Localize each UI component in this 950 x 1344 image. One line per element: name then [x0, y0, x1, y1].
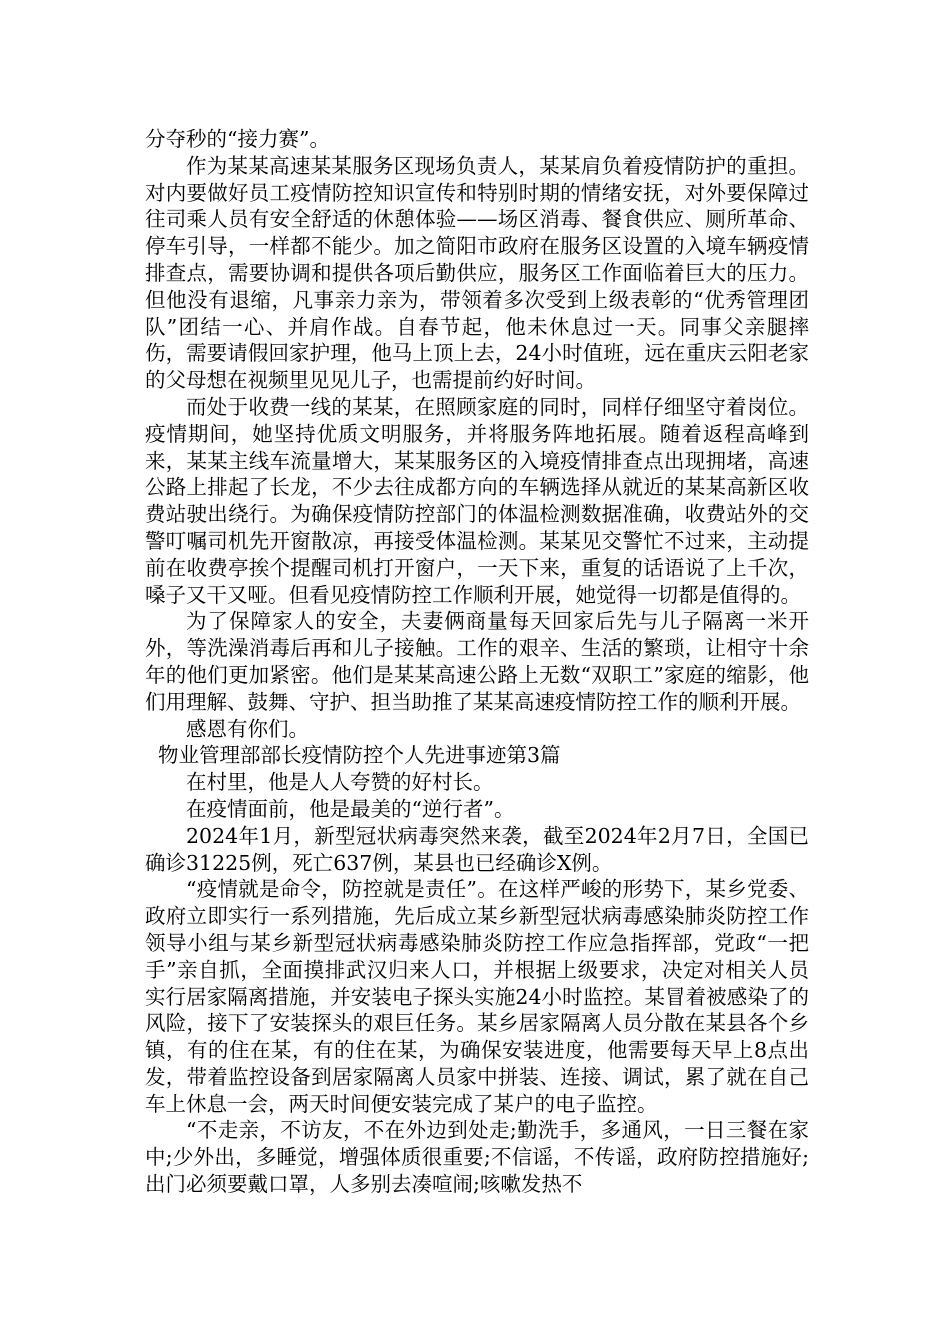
- paragraph-6: 在村里，他是人人夸赞的好村长。: [186, 770, 494, 795]
- paragraph-3: 而处于收费一线的某某，在照顾家庭的同时，同样仔细坚守着岗位。疫情期间，她坚持优质文明服务，并将服务阵地拓展。随着返程高峰到来，某某主线车流量增大，某某服务区的入境疫情排查点出现拥堵，高速公路上排起了长龙，不少去往成都方向的车辆选择从就近的某某高新区收费站驶出绕行。为确保疫情防控部门的体温检测数据准确，收费站外的交警叮嘱司机先开窗散凉，再接受体温检测。某某见交警忙不过来，主动提前在收费亭挨个提醒司机打开窗户，一天下来，重复的话语说了上千次，嗓子又干又哑。但看见疫情防控工作顺利开展，她觉得一切都是值得的。: [145, 394, 809, 607]
- section-heading: 物业管理部部长疫情防控个人先进事迹第3篇: [158, 743, 561, 768]
- paragraph-4: 为了保障家人的安全，夫妻俩商量每天回家后先与儿子隔离一米开外，等洗澡消毒后再和儿子接触。工作的艰辛、生活的繁琐，让相守十余年的他们更加紧密。他们是某某高速公路上无数“双职工”家庭的缩影，他们用理解、鼓舞、守护、担当助推了某某高速疫情防控工作的顺利开展。: [145, 609, 809, 714]
- document-page: [145, 126, 809, 1198]
- paragraph-8: 2024年1月，新型冠状病毒突然来袭，截至2024年2月7日，全国已确诊31225例，死亡637例，某县也已经确诊X例。: [145, 823, 809, 875]
- paragraph-10: “不走亲，不访友，不在外边到处走;勤洗手，多通风，一日三餐在家中;少外出，多睡觉，增强体质很重要;不信谣，不传谣，政府防控措施好;出门必须要戴口罩，人多别去凑喧闹;咳嗽发热不: [145, 1118, 809, 1197]
- paragraph-2: 作为某某高速某某服务区现场负责人，某某肩负着疫情防护的重担。对内要做好员工疫情防控知识宣传和特别时期的情绪安抚，对外要保障过往司乘人员有安全舒适的休憩体验——场区消毒、餐食供应、厕所革命、停车引导，一样都不能少。加之简阳市政府在服务区设置的入境车辆疫情排查点，需要协调和提供各项后勤供应，服务区工作面临着巨大的压力。但他没有退缩，凡事亲力亲为，带领着多次受到上级表彰的“优秀管理团队”团结一心、并肩作战。自春节起，他未休息过一天。同事父亲腿摔伤，需要请假回家护理，他马上顶上去，24小时值班，远在重庆云阳老家的父母想在视频里见见儿子，也需提前约好时间。: [145, 153, 809, 393]
- paragraph-1: 分夺秒的“接力赛”。: [145, 127, 330, 151]
- paragraph-9: “疫情就是命令，防控就是责任”。在这样严峻的形势下，某乡党委、政府立即实行一系列措施，先后成立某乡新型冠状病毒感染肺炎防控工作领导小组与某乡新型冠状病毒感染肺炎防控工作应急指挥部，党政“一把手”亲自抓，全面摸排武汉归来人口，并根据上级要求，决定对相关人员实行居家隔离措施，并安装电子探头实施24小时监控。某冒着被感染了的风险，接下了安装探头的艰巨任务。某乡居家隔离人员分散在某县各个乡镇，有的住在某，有的住在某，为确保安装进度，他需要每天早上8点出发，带着监控设备到居家隔离人员家中拼装、连接、调试，累了就在自己车上休息一会，两天时间便安装完成了某户的电子监控。: [145, 877, 809, 1116]
- paragraph-7: 在疫情面前，他是最美的“逆行者”。: [186, 796, 515, 821]
- paragraph-5: 感恩有你们。: [186, 716, 309, 741]
